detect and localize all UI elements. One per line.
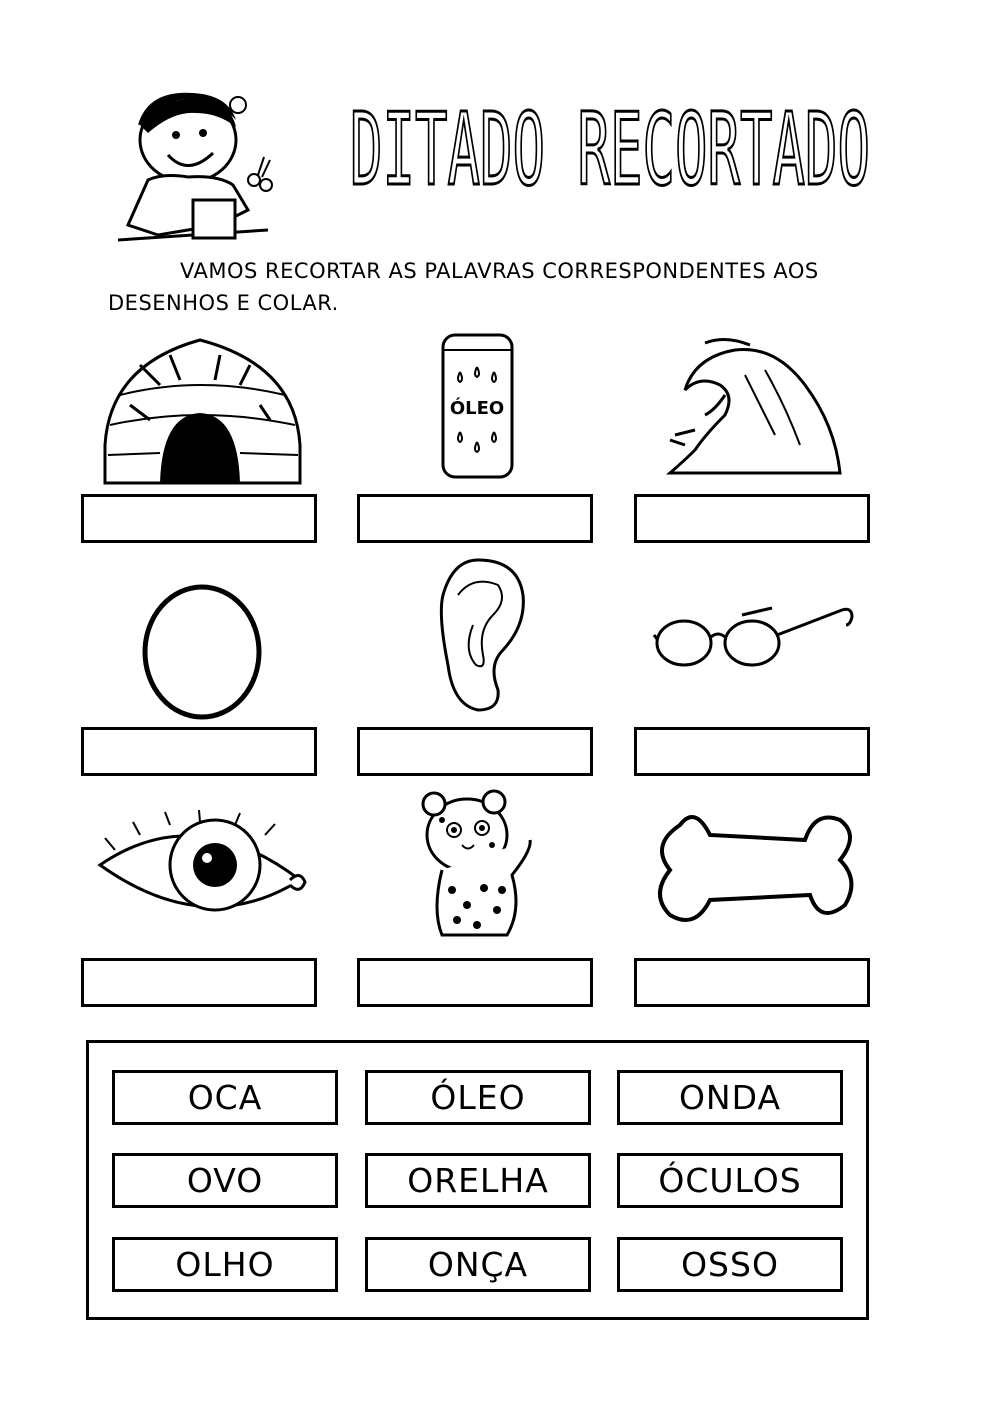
oleo-can-label: ÓLEO — [449, 398, 505, 419]
word-card-onda[interactable]: ONDA — [617, 1070, 843, 1125]
word-card-oca[interactable]: OCA — [112, 1070, 338, 1125]
answer-box-9[interactable] — [634, 958, 870, 1007]
oculos-picture — [652, 605, 857, 670]
onca-picture — [412, 790, 542, 945]
answer-box-6[interactable] — [634, 727, 870, 776]
oleo-picture — [440, 332, 515, 480]
word-card-orelha[interactable]: ORELHA — [365, 1153, 591, 1208]
instruction-text — [108, 255, 908, 319]
orelha-picture — [428, 555, 528, 715]
answer-box-1[interactable] — [81, 494, 317, 543]
word-card-ovo[interactable]: OVO — [112, 1153, 338, 1208]
word-card-osso[interactable]: OSSO — [617, 1237, 843, 1292]
ovo-picture — [140, 580, 265, 720]
osso-picture — [650, 805, 865, 930]
answer-box-3[interactable] — [634, 494, 870, 543]
onda-picture — [665, 335, 845, 475]
answer-box-2[interactable] — [357, 494, 593, 543]
child-cutting-illustration — [118, 85, 278, 245]
word-card-oculos[interactable]: ÓCULOS — [617, 1153, 843, 1208]
word-card-oleo[interactable]: ÓLEO — [365, 1070, 591, 1125]
word-card-olho[interactable]: OLHO — [112, 1237, 338, 1292]
answer-box-4[interactable] — [81, 727, 317, 776]
instruction-line-1: VAMOS RECORTAR AS PALAVRAS CORRESPONDENTES AOS — [180, 259, 819, 283]
word-card-onca[interactable]: ONÇA — [365, 1237, 591, 1292]
olho-picture — [95, 810, 310, 930]
page-title — [345, 91, 875, 208]
svg-text:DITADO RECORTADO: DITADO RECORTADO — [350, 91, 870, 208]
instruction-line-2: DESENHOS E COLAR. — [108, 291, 339, 315]
answer-box-5[interactable] — [357, 727, 593, 776]
oca-picture — [100, 335, 305, 485]
answer-box-8[interactable] — [357, 958, 593, 1007]
answer-box-7[interactable] — [81, 958, 317, 1007]
